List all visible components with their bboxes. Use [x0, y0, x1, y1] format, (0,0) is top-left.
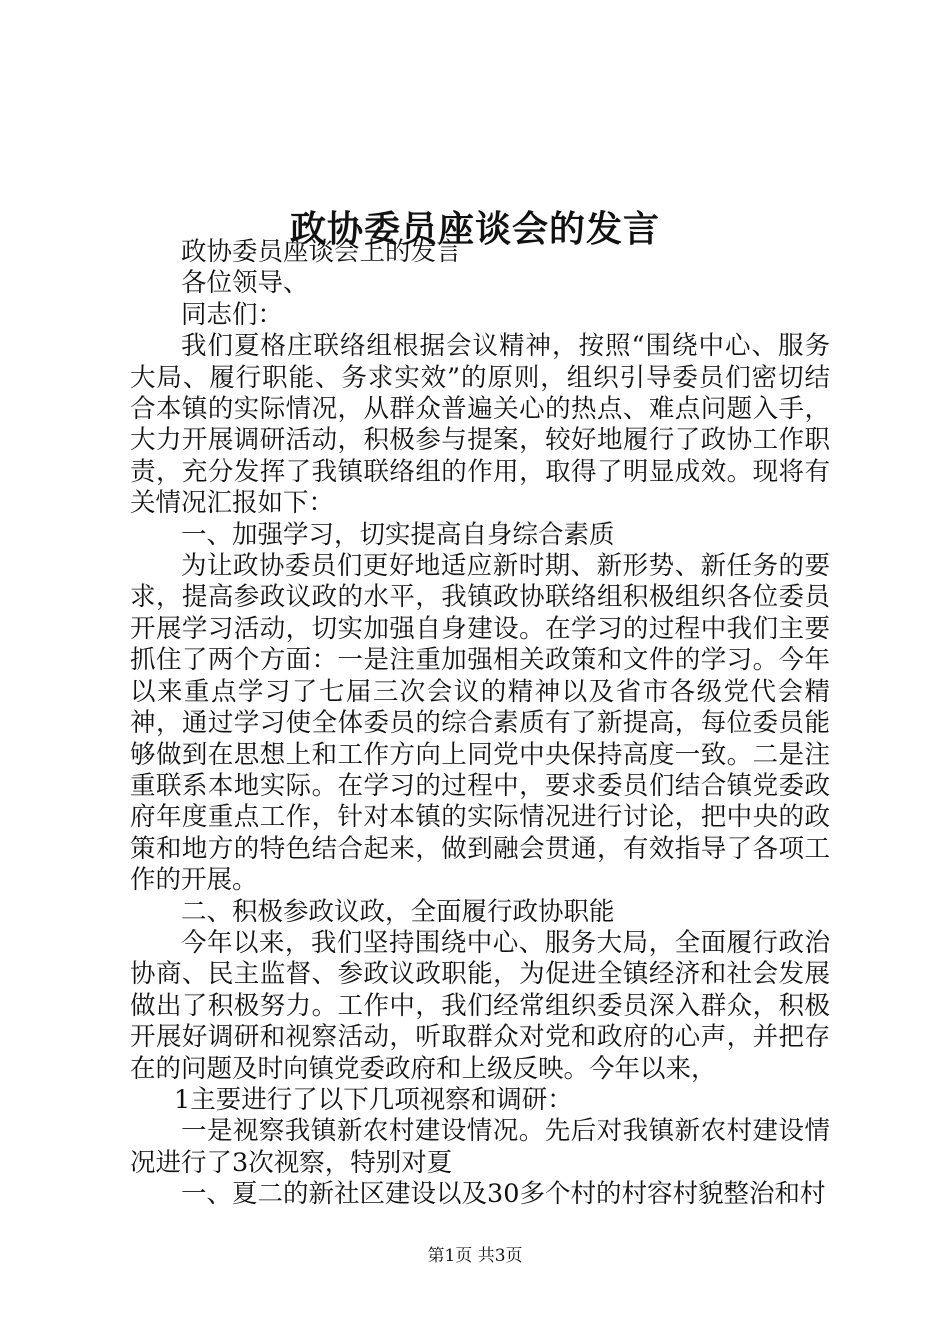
page-title: 政协委员座谈会的发言	[289, 208, 660, 251]
paragraph: 政协委员座谈会上的发言	[181, 237, 462, 267]
section-heading: 二、积极参政议政，全面履行政协职能	[181, 896, 615, 927]
paragraph: 同志们：	[181, 299, 284, 330]
paragraph: 一、夏二的新社区建设以及30多个村的村容村貌整治和村	[181, 1179, 826, 1210]
paragraph: 今年以来，我们坚持围绕中心、服务大局，全面履行政治协商、民主监督、参政议政职能，为促进全镇经济和社会发展做出了积极努力。工作中，我们经常组织委员深入群众，积极开展好调研和视察活动，听取群众对党和政府的心声，并把存在的问题及时向镇党委政府和上级反映。今年以来，	[130, 927, 830, 1084]
paragraph: 1主要进行了以下几项视察和调研：	[174, 1084, 573, 1115]
document-body	[130, 237, 830, 1211]
paragraph: 各位领导、	[181, 268, 309, 299]
paragraph: 为让政协委员们更好地适应新时期、新形势、新任务的要求，提高参政议政的水平，我镇政协联络组积极组织各位委员开展学习活动，切实加强自身建设。在学习的过程中我们主要抓住了两个方面：一是注重加强相关政策和文件的学习。今年以来重点学习了七届三次会议的精神以及省市各级党代会精神，通过学习使全体委员的综合素质有了新提高，每位委员能够做到在思想上和工作方向上同党中央保持高度一致。二是注重联系本地实际。在学习的过程中，要求委员们结合镇党委政府年度重点工作，针对本镇的实际情况进行讨论，把中央的政策和地方的特色结合起来，做到融会贯通，有效指导了各项工作的开展。	[130, 551, 830, 896]
section-heading: 一、加强学习，切实提高自身综合素质	[181, 519, 615, 550]
paragraph: 一是视察我镇新农村建设情况。先后对我镇新农村建设情况进行了3次视察，特别对夏	[130, 1116, 830, 1178]
paragraph: 我们夏格庄联络组根据会议精神，按照“围绕中心、服务大局、履行职能、务求实效”的原则，组织引导委员们密切结合本镇的实际情况，从群众普遍关心的热点、难点问题入手，大力开展调研活动，积极参与提案，较好地履行了政协工作职责，充分发挥了我镇联络组的作用，取得了明显成效。现将有关情况汇报如下：	[130, 331, 830, 519]
page-number: 第1页 共3页	[427, 1246, 523, 1266]
